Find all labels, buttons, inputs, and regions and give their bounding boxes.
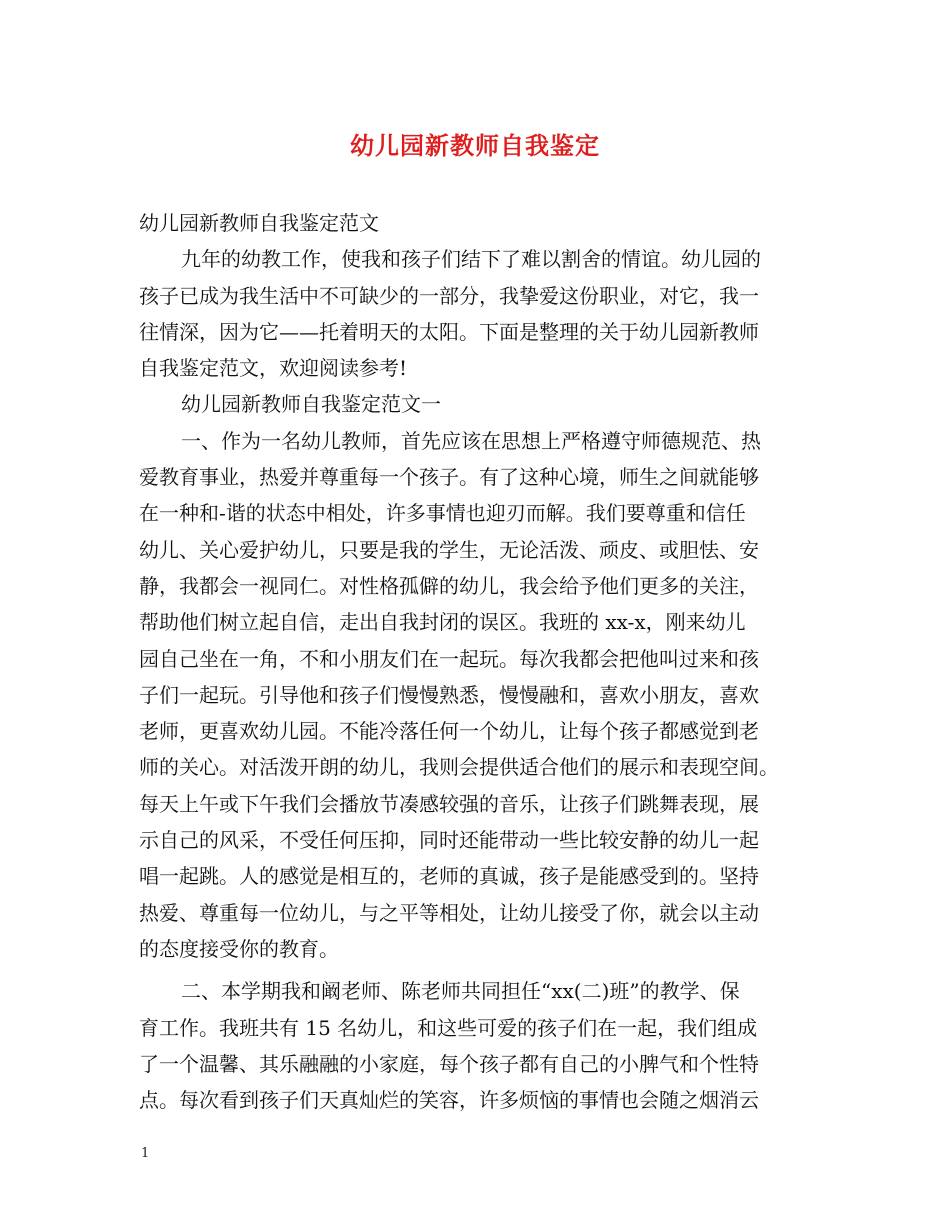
paragraph-line: 在一种和-谐的状态中相处，许多事情也迎刃而解。我们要尊重和信任 — [139, 501, 746, 526]
paragraph-line: 九年的幼教工作，使我和孩子们结下了难以割舍的情谊。幼儿园的 — [181, 247, 761, 272]
paragraph-line: 自我鉴定范文，欢迎阅读参考! — [139, 356, 408, 381]
paragraph-line: 了一个温馨、其乐融融的小家庭，每个孩子都有自己的小脾气和个性特 — [139, 1051, 759, 1076]
paragraph-line: 热爱、尊重每一位幼儿，与之平等相处，让幼儿接受了你，就会以主动 — [139, 900, 759, 925]
document-body — [139, 205, 829, 1118]
paragraph-line: 唱一起跳。人的感觉是相互的，老师的真诚，孩子是能感受到的。坚持 — [139, 864, 759, 889]
paragraph-line: 孩子已成为我生活中不可缺少的一部分，我挚爱这份职业，对它，我一 — [139, 283, 759, 308]
document-title: 幼儿园新教师自我鉴定 — [350, 131, 600, 160]
paragraph-line: 一、作为一名幼儿教师，首先应该在思想上严格遵守师德规范、热 — [181, 428, 761, 453]
paragraph-line: 点。每次看到孩子们天真灿烂的笑容，许多烦恼的事情也会随之烟消云 — [139, 1088, 759, 1113]
paragraph-line: 师的关心。对活泼开朗的幼儿，我则会提供适合他们的展示和表现空间。 — [139, 755, 779, 780]
paragraph-line: 每天上午或下午我们会播放节凑感较强的音乐，让孩子们跳舞表现，展 — [139, 791, 759, 816]
paragraph-line: 子们一起玩。引导他和孩子们慢慢熟悉，慢慢融和，喜欢小朋友，喜欢 — [139, 682, 759, 707]
paragraph-line: 帮助他们树立起自信，走出自我封闭的误区。我班的 xx-x，刚来幼儿 — [139, 610, 746, 635]
paragraph-line: 园自己坐在一角，不和小朋友们在一起玩。每次我都会把他叫过来和孩 — [139, 646, 759, 671]
page-number: 1 — [141, 1146, 150, 1161]
paragraph-line: 爱教育事业，热爱并尊重每一个孩子。有了这种心境，师生之间就能够 — [139, 465, 759, 490]
paragraph-line: 静，我都会一视同仁。对性格孤僻的幼儿，我会给予他们更多的关注， — [139, 573, 759, 598]
paragraph-line: 的态度接受你的教育。 — [139, 936, 339, 961]
paragraph-line: 示自己的风采，不受任何压抑，同时还能带动一些比较安静的幼儿一起 — [139, 828, 759, 853]
paragraph-line: 幼儿、关心爱护幼儿，只要是我的学生，无论活泼、顽皮、或胆怯、安 — [139, 537, 759, 562]
section-heading: 幼儿园新教师自我鉴定范文 — [139, 211, 379, 235]
subsection-heading: 幼儿园新教师自我鉴定范文一 — [181, 392, 441, 417]
paragraph-line: 老师，更喜欢幼儿园。不能冷落任何一个幼儿，让每个孩子都感觉到老 — [139, 719, 759, 744]
paragraph-line: 育工作。我班共有 15 名幼儿，和这些可爱的孩子们在一起，我们组成 — [139, 1015, 758, 1040]
paragraph-line: 二、本学期我和阚老师、陈老师共同担任“xx(二)班”的教学、保 — [181, 979, 740, 1004]
paragraph-line: 往情深，因为它——托着明天的太阳。下面是整理的关于幼儿园新教师 — [139, 319, 759, 344]
